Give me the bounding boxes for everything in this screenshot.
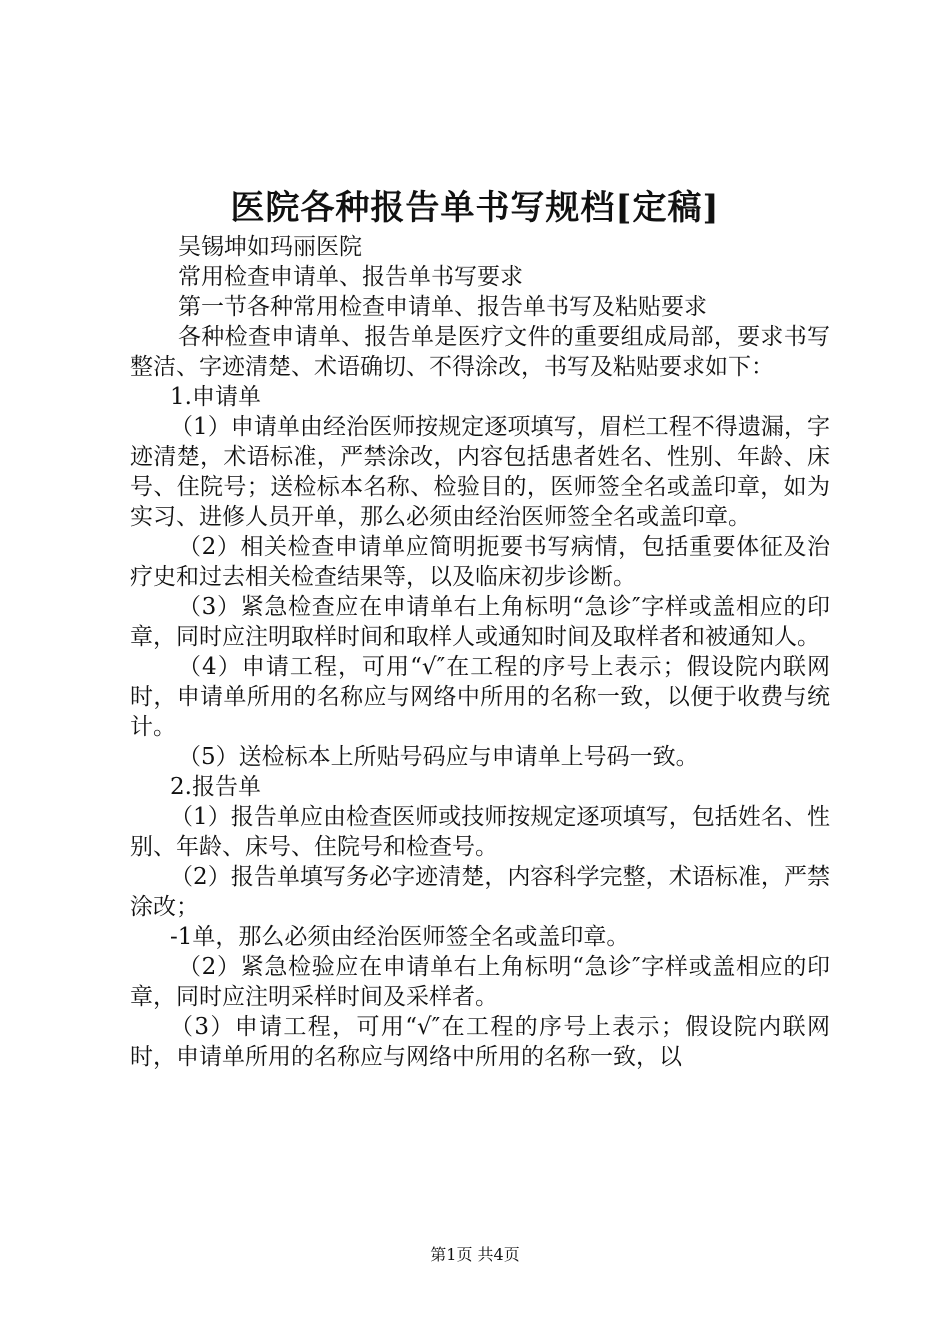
request-rule-4: （4）申请工程，可用“√″在工程的序号上表示；假设院内联网时，申请单所用的名称应与网络中所用的名称一致，以便于收费与统计。 <box>130 654 830 740</box>
request-rule-1: （1）申请单由经治医师按规定逐项填写，眉栏工程不得遗漏，字迹清楚，术语标准，严禁涂改，内容包括患者姓名、性别、年龄、床号、住院号；送检标本名称、检验目的，医师签全名或盖印章，如为实习、进修人员开单，那么必须由经治医师签全名或盖印章。 <box>130 414 830 530</box>
page-number: 第1页 共4页 <box>430 1245 520 1264</box>
request-items-rule: （3）申请工程，可用“√″在工程的序号上表示；假设院内联网时，申请单所用的名称应与网络中所用的名称一致，以 <box>130 1014 830 1070</box>
request-rule-2: （2）相关检查申请单应简明扼要书写病情，包括重要体征及治疗史和过去相关检查结果等，以及临床初步诊断。 <box>130 534 830 590</box>
hospital-name: 吴锡坤如玛丽医院 <box>178 234 362 260</box>
request-rule-3: （3）紧急检查应在申请单右上角标明“急诊″字样或盖相应的印章，同时应注明取样时间和取样人或通知时间及取样者和被通知人。 <box>130 594 830 650</box>
subsection-heading: 第一节各种常用检查申请单、报告单书写及粘贴要求 <box>178 294 707 320</box>
document-title: 医院各种报告单书写规档[定稿] <box>230 188 720 228</box>
request-rule-5: （5）送检标本上所贴号码应与申请单上号码一致。 <box>178 744 699 770</box>
report-rule-2: （2）报告单填写务必字迹清楚，内容科学完整，术语标准，严禁涂改； <box>130 864 830 920</box>
report-rule-1: （1）报告单应由检查医师或技师按规定逐项填写，包括姓名、性别、年龄、床号、住院号和检查号。 <box>130 804 830 860</box>
intro-paragraph: 各种检查申请单、报告单是医疗文件的重要组成局部，要求书写整洁、字迹清楚、术语确切、不得涂改，书写及粘贴要求如下： <box>130 324 830 380</box>
document-body <box>130 232 830 1072</box>
section-heading: 常用检查申请单、报告单书写要求 <box>178 264 523 290</box>
urgent-test-rule: （2）紧急检验应在申请单右上角标明“急诊″字样或盖相应的印章，同时应注明采样时间及采样者。 <box>130 954 830 1010</box>
request-form-heading: 1.申请单 <box>170 384 261 410</box>
report-form-heading: 2.报告单 <box>170 774 261 800</box>
fragment-line: -1单，那么必须由经治医师签全名或盖印章。 <box>170 924 630 950</box>
